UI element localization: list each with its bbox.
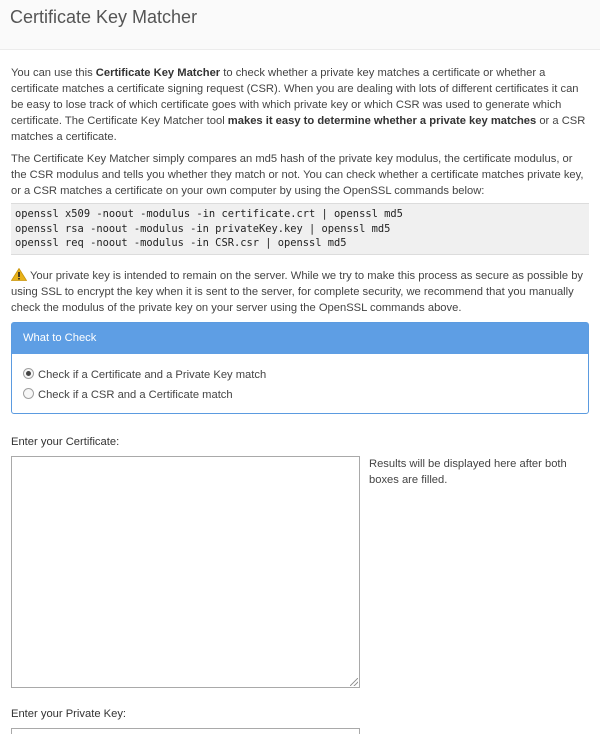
option-csr-cert[interactable] [23,385,577,405]
certificate-textarea[interactable] [12,457,359,687]
command-line: openssl rsa -noout -modulus -in privateKey.key | openssl md5 [15,222,391,235]
resize-handle[interactable] [350,678,358,686]
intro-text-a: You can use this [11,67,96,79]
page-header [0,0,600,50]
page-title: Certificate Key Matcher [10,7,198,27]
option-cert-key[interactable] [23,365,577,385]
warning-text: Your private key is intended to remain on the server. While we try to make this process as secure as possible by using SSL to encrypt the key when it is sent to the server, for complete security, we recommend that you manually check the modulus of the private key on your server using the OpenSSL commands above. [11,269,584,314]
intro-text-b: Certificate Key Matcher [95,67,221,79]
intro-text-c: to check whether a private key matches a certificate or whether a certificate matches a certificate signing request (CSR). When you are dealing with lots of different certificates it can be easy to lose track of which certificate goes with which private key or which CSR was used to generate which certificate. The Certificate Key Matcher tool [11,67,579,127]
results-text: Results will be displayed here after both boxes are filled. [369,457,567,486]
certificate-textarea-wrap [11,456,360,688]
intro-paragraph [11,65,589,145]
radio-csr-cert[interactable] [23,388,34,399]
command-line: openssl req -noout -modulus -in CSR.csr | openssl md5 [15,237,347,249]
panel-body [12,354,588,413]
panel-heading: What to Check [12,323,588,354]
command-line: openssl x509 -noout -modulus -in certificate.crt | openssl md5 [15,208,403,220]
warning-icon [11,268,27,281]
private-key-textarea[interactable] [11,728,360,734]
intro-text-e: or a CSR matches a certificate. [11,115,586,143]
warning-paragraph [11,268,589,316]
what-to-check-panel [11,322,589,414]
main-content [0,50,600,734]
certificate-row [11,456,589,688]
intro-text-d: makes it easy to determine whether a private key matches [227,115,537,127]
certificate-label: Enter your Certificate: [11,435,120,448]
description-paragraph: The Certificate Key Matcher simply compares an md5 hash of the private key modulus, the certificate modulus, or the CSR modulus and tells you whether they match or not. You can check whether a certificate matches private key, or a CSR matches a certificate on your own computer by using the OpenSSL commands below: [11,153,584,197]
option-label: Check if a Certificate and a Private Key match [38,368,267,381]
openssl-commands-block [11,203,589,255]
radio-cert-key[interactable] [23,368,34,379]
option-label: Check if a CSR and a Certificate match [38,388,233,401]
private-key-label: Enter your Private Key: [11,707,127,720]
